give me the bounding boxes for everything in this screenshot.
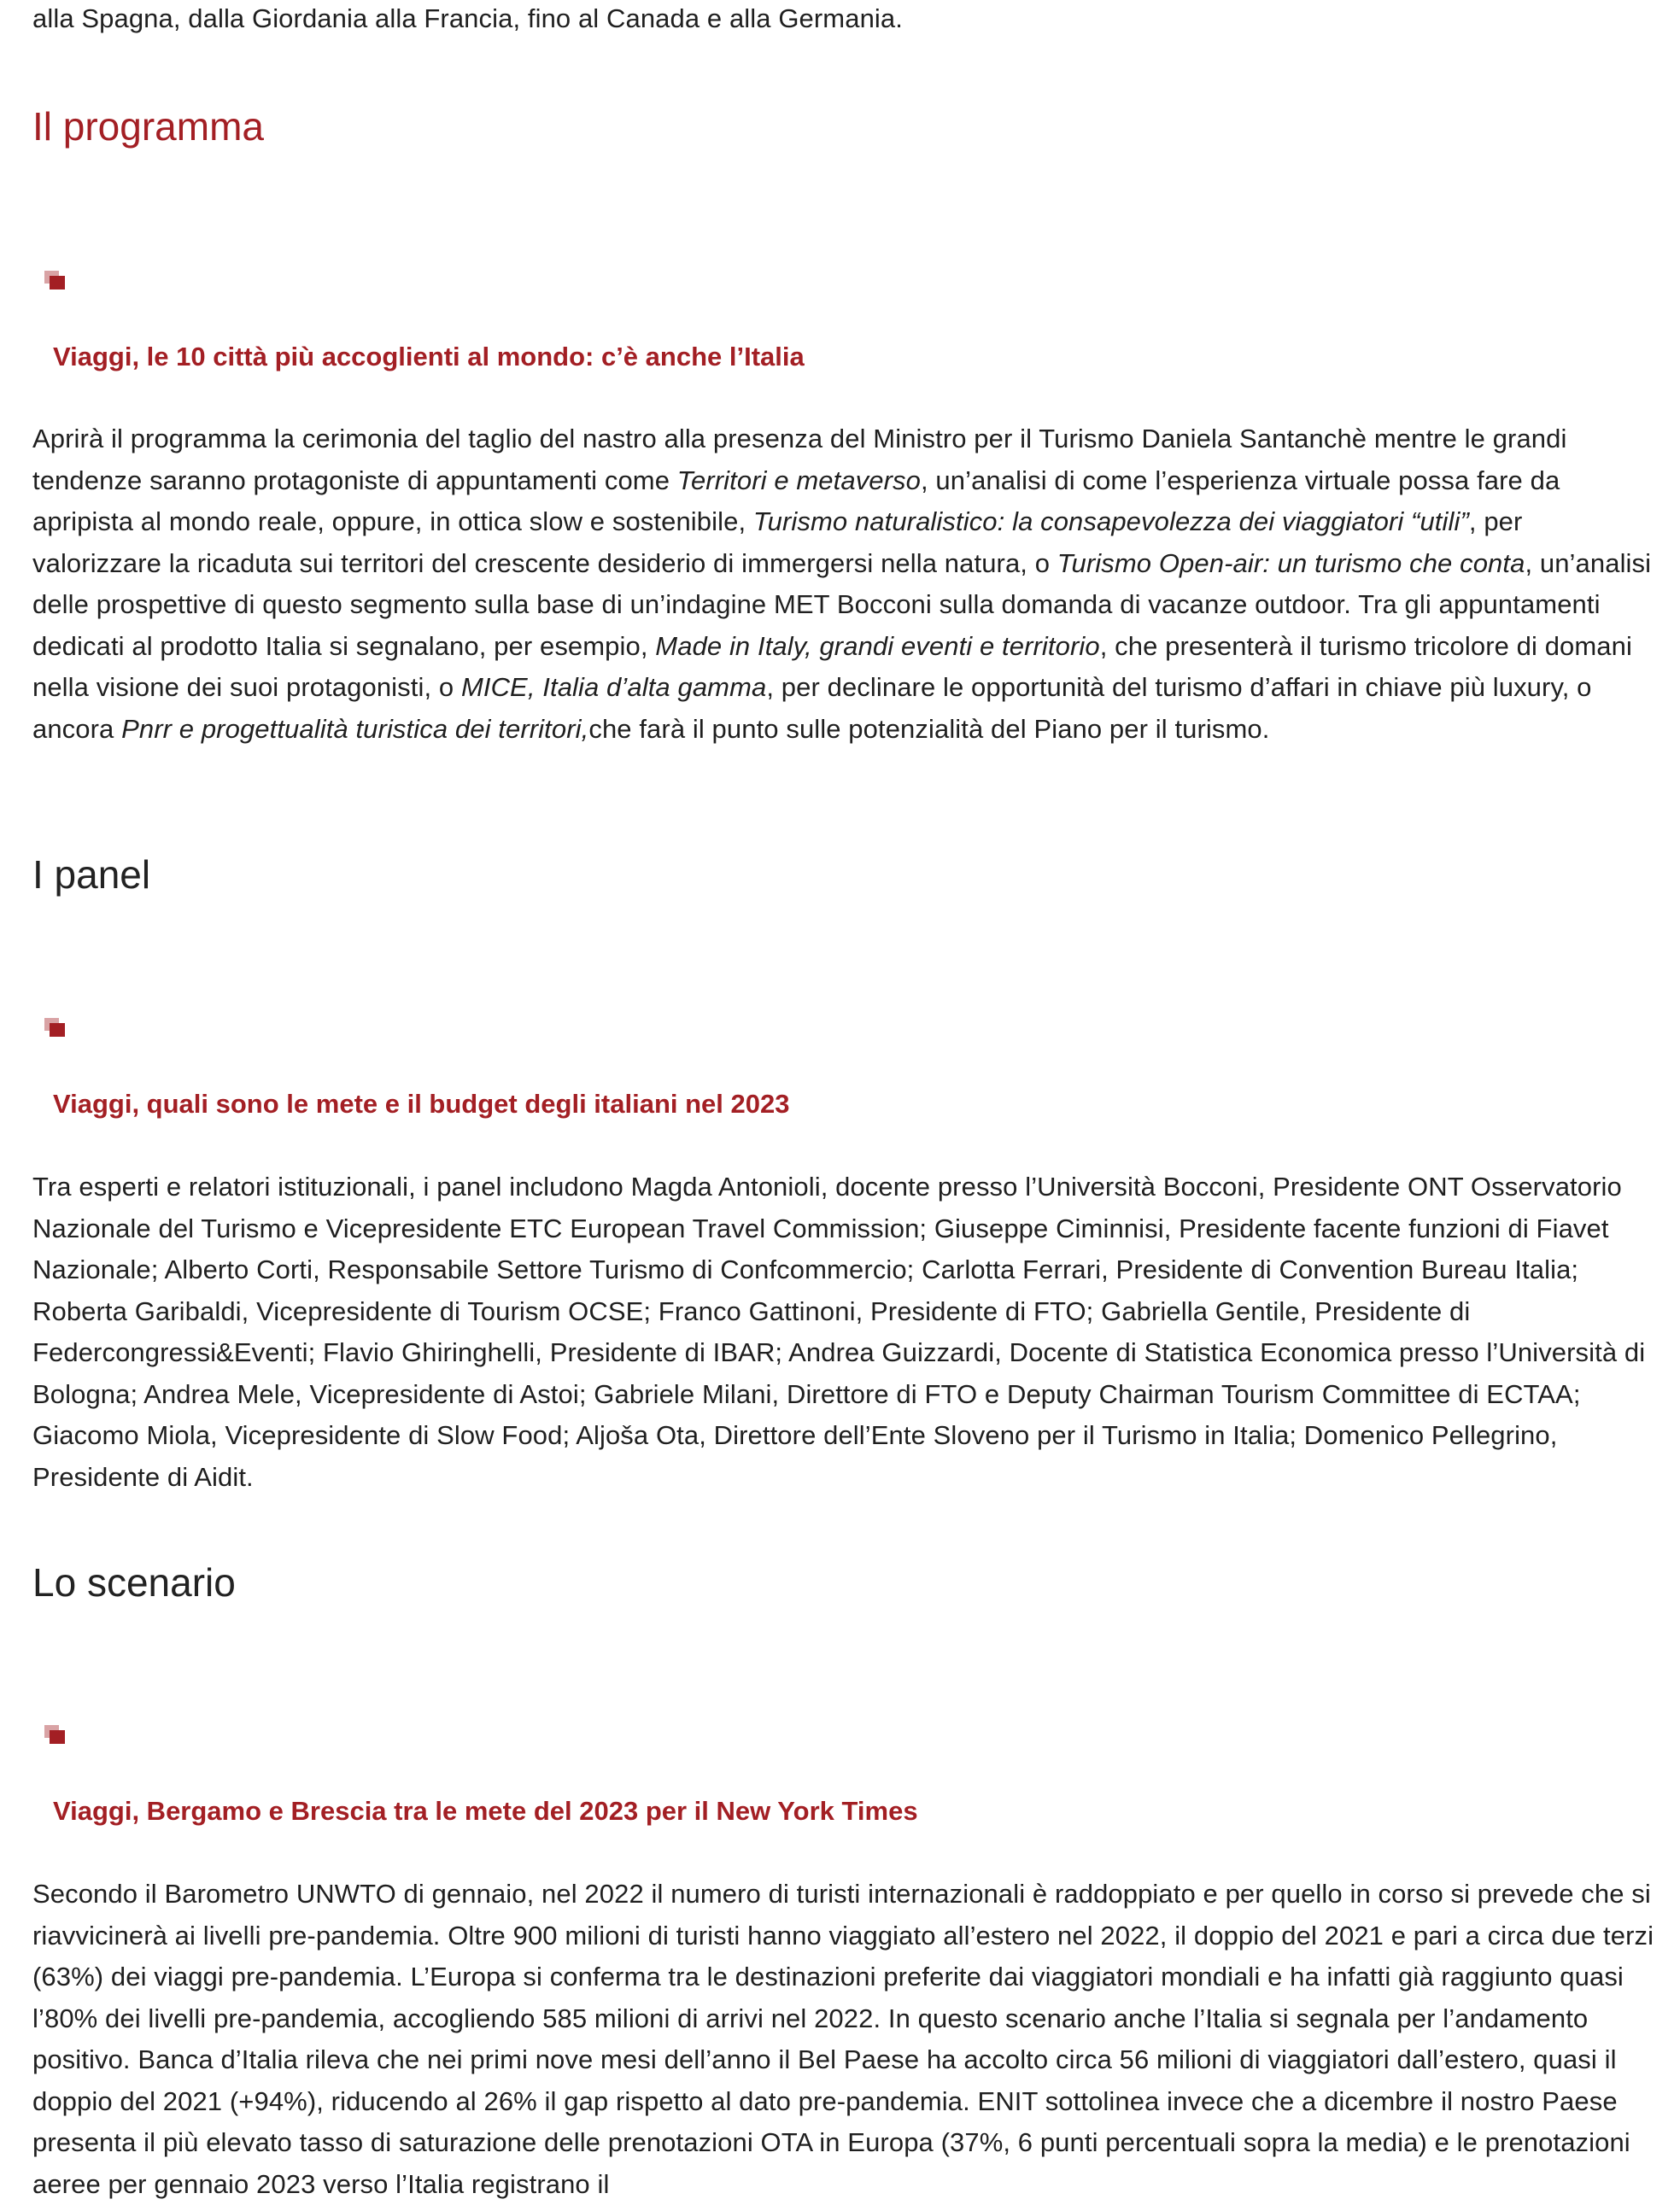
italic-title-run: Turismo Open-air: un turismo che conta (1057, 547, 1525, 578)
section-paragraph-scenario (32, 1874, 1655, 2205)
section-heading-panel: I panel (32, 852, 151, 897)
related-article-icon (44, 1725, 65, 1744)
related-article-link-programma[interactable]: Viaggi, le 10 città più accoglienti al mondo: c’è anche l’Italia (53, 342, 805, 371)
related-article-icon (44, 271, 65, 290)
italic-title-run: Pnrr e progettualità turistica dei territori, (121, 713, 589, 744)
italic-title-run: Turismo naturalistico: la consapevolezza dei viaggiatori “utili” (752, 506, 1469, 536)
text-run: , per valorizzare la ricaduta sui territori del crescente desiderio di immergersi nella natura, o (32, 506, 1523, 578)
text-run: , un’analisi delle prospettive di questo segmento sulla base di un’indagine MET Bocconi sulla domanda di vacanze outdoor. Tra gli appuntamenti dedicati al prodotto Italia si segnalano, per esempio, (32, 547, 1652, 661)
text-run: Aprirà il programma la cerimonia del taglio del nastro alla presenza del Ministro per il Turismo Daniela Santanchè mentre le grandi tendenze saranno protagoniste di appuntamenti come (32, 424, 1567, 495)
italic-title-run: Made in Italy, grandi eventi e territorio (655, 630, 1100, 661)
section-heading-programma: Il programma (32, 104, 264, 149)
text-run: , un’analisi di come l’esperienza virtuale possa fare da apripista al mondo reale, oppure, in ottica slow e sostenibile, (32, 465, 1560, 536)
related-article-link-panel[interactable]: Viaggi, quali sono le mete e il budget degli italiani nel 2023 (53, 1089, 790, 1119)
related-article-link-scenario[interactable]: Viaggi, Bergamo e Brescia tra le mete del 2023 per il New York Times (53, 1796, 918, 1826)
text-run: , che presenterà il turismo tricolore di domani nella visione dei suoi protagonisti, o (32, 630, 1632, 702)
text-run: che farà il punto sulle potenzialità del Piano per il turismo. (588, 713, 1270, 744)
text-run: Secondo il Barometro UNWTO di gennaio, nel 2022 il numero di turisti internazionali è raddoppiato e per quello in corso si prevede che si riavvicinerà ai livelli pre-pandemia. Oltre 900 milioni di turisti hanno viaggiato all’estero nel 2022, il doppio del 2021 e pari a circa due terzi (63%) dei viaggi pre-pandemia. L’Europa si conferma tra le destinazioni preferite dai viaggiatori mondiali e ha infatti già raggiunto quasi l’80% dei livelli pre-pandemia, accogliendo 585 milioni di arrivi nel 2022. In questo scenario anche l’Italia si segnala per l’andamento positivo. Banca d’Italia rileva che nei primi nove mesi dell’anno il Bel Paese ha accolto circa 56 milioni di viaggiatori dall’estero, quasi il doppio del 2021 (+94%), riducendo al 26% il gap rispetto al dato pre-pandemia. ENIT sottolinea invece che a dicembre il nostro Paese presenta il più elevato tasso di saturazione delle prenotazioni OTA in Europa (37%, 6 punti percentuali sopra la media) e le prenotazioni aeree per gennaio 2023 verso l’Italia registrano il (32, 1879, 1654, 2199)
section-heading-scenario: Lo scenario (32, 1560, 236, 1605)
text-run: Tra esperti e relatori istituzionali, i panel includono Magda Antonioli, docente presso l’Università Bocconi, Presidente ONT Osservatorio Nazionale del Turismo e Vicepresidente ETC European Travel Commission; Giuseppe Ciminnisi, Presidente facente funzioni di Fiavet Nazionale; Alberto Corti, Responsabile Settore Turismo di Confcommercio; Carlotta Ferrari, Presidente di Convention Bureau Italia; Roberta Garibaldi, Vicepresidente di Tourism OCSE; Franco Gattinoni, Presidente di FTO; Gabriella Gentile, Presidente di Federcongressi&Eventi; Flavio Ghiringhelli, Presidente di IBAR; Andrea Guizzardi, Docente di Statistica Economica presso l’Università di Bologna; Andrea Mele, Vicepresidente di Astoi; Gabriele Milani, Direttore di FTO e Deputy Chairman Tourism Committee di ECTAA; Giacomo Miola, Vicepresidente di Slow Food; Aljoša Ota, Direttore dell’Ente Sloveno per il Turismo in Italia; Domenico Pellegrino, Presidente di Aidit. (32, 1172, 1646, 1492)
intro-paragraph: alla Spagna, dalla Giordania alla Francia, fino al Canada e alla Germania. (32, 3, 903, 33)
section-paragraph-panel (32, 1167, 1655, 1498)
text-run: , per declinare le opportunità del turismo d’affari in chiave più luxury, o ancora (32, 672, 1592, 744)
italic-title-run: Territori e metaverso (676, 465, 921, 495)
section-paragraph-programma (32, 418, 1655, 750)
italic-title-run: MICE, Italia d’alta gamma (460, 672, 767, 702)
related-article-icon (44, 1018, 65, 1037)
